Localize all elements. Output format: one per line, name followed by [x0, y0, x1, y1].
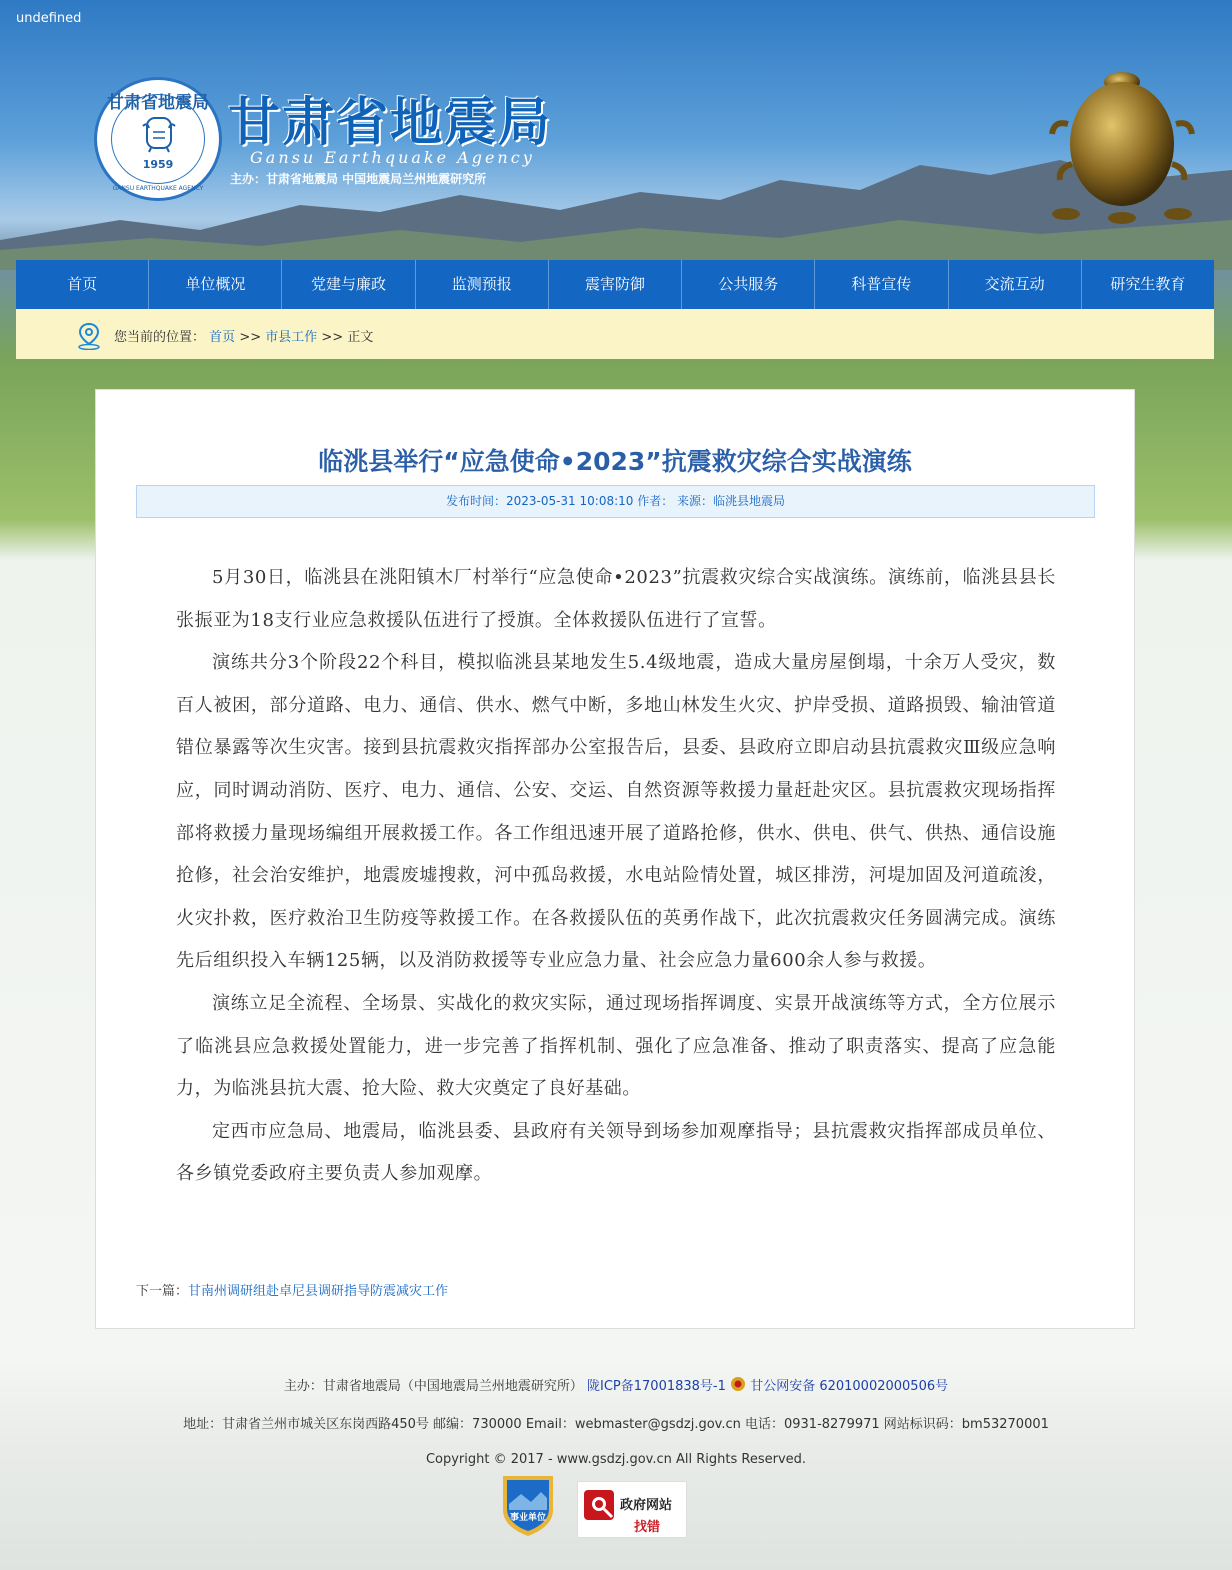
police-badge-icon — [730, 1376, 746, 1392]
breadcrumb — [114, 326, 373, 345]
logo-year: 1959 — [142, 158, 174, 171]
site-host-text: 主办：甘肃省地震局 中国地震局兰州地震研究所 — [230, 172, 487, 186]
magnifier-icon — [584, 1490, 618, 1530]
seismoscope-image — [1048, 64, 1196, 224]
gov-site-label: 政府网站 — [620, 1498, 673, 1513]
main-nav — [16, 260, 1214, 309]
nav-interaction[interactable]: 交流互动 — [949, 260, 1082, 309]
article-paragraph: 定西市应急局、地震局，临洮县委、县政府有关领导到场参加观摩指导；县抗震救灾指挥部成员单位、各乡镇党委政府主要负责人参加观摩。 — [176, 1120, 1056, 1185]
public-institution-label: 事业单位 — [509, 1513, 546, 1523]
nav-defense[interactable]: 震害防御 — [549, 260, 682, 309]
footer-icp-link[interactable]: 陇ICP备17001838号-1 — [587, 1379, 726, 1394]
seismograph-emblem-icon — [141, 114, 177, 154]
shield-badge-icon — [499, 1472, 557, 1538]
article-paragraph: 5月30日，临洮县在洮阳镇木厂村举行“应急使命•2023”抗震救灾综合实战演练。演练前，临洮县县长张振亚为18支行业应急救援队伍进行了授旗。全体救援队伍进行了宣誓。 — [176, 567, 1056, 631]
nav-graduate[interactable]: 研究生教育 — [1110, 275, 1186, 293]
breadcrumb-home-link[interactable]: 首页 — [209, 330, 236, 345]
article-panel — [95, 389, 1135, 1329]
breadcrumb-prefix: 您当前的位置： — [114, 330, 206, 345]
article-paragraph: 演练立足全流程、全场景、实战化的救灾实际，通过现场指挥调度、实景开战演练等方式，全方位展示了临洮县应急救援处置能力，进一步完善了指挥机制、强化了应急准备、推动了职责落实、提高了应急能力，为临洮县抗大震、抢大险、救大灾奠定了良好基础。 — [176, 992, 1056, 1100]
footer-copyright: Copyright © 2017 - www.gsdzj.gov.cn All Rights Reserved. — [425, 1452, 807, 1467]
footer-host: 主办：甘肃省地震局（中国地震局兰州地震研究所） — [283, 1379, 583, 1394]
logo-top-text: 甘肃省地震局 — [107, 93, 209, 113]
nav-about[interactable]: 单位概况 — [149, 260, 282, 309]
article-meta: 发布时间：2023-05-31 10:08:10 作者： 来源：临洮县地震局 — [136, 485, 1095, 518]
nav-party[interactable]: 党建与廉政 — [282, 260, 415, 309]
footer-police-link[interactable]: 甘公网安备 62010002000506号 — [750, 1379, 949, 1394]
next-article — [136, 1280, 448, 1299]
agency-logo[interactable] — [94, 77, 222, 201]
location-pin-icon — [76, 322, 102, 350]
nav-monitoring[interactable]: 监测预报 — [416, 260, 549, 309]
gov-site-error-label: 找错 — [634, 1520, 661, 1535]
site-title-english: Gansu Earthquake Agency — [250, 148, 535, 167]
next-article-link[interactable]: 甘南州调研组赴卓尼县调研指导防震减灾工作 — [188, 1284, 449, 1299]
site-title: 甘肃省地震局 — [228, 92, 553, 153]
breadcrumb-current: 正文 — [347, 330, 374, 345]
gov-site-error-report[interactable] — [577, 1481, 687, 1538]
breadcrumb-section-link[interactable]: 市县工作 — [265, 330, 318, 345]
breadcrumb-separator: >> — [321, 330, 344, 345]
article-body — [176, 557, 1056, 1196]
public-institution-badge[interactable] — [499, 1472, 557, 1538]
breadcrumb-separator: >> — [239, 330, 262, 345]
next-article-label: 下一篇： — [136, 1284, 189, 1299]
logo-bottom-text: GANSU EARTHQUAKE AGENCY — [112, 185, 204, 192]
article-title: 临洮县举行“应急使命•2023”抗震救灾综合实战演练 — [318, 447, 912, 476]
undefined-text: undefined — [16, 11, 82, 26]
footer-address: 地址：甘肃省兰州市城关区东岗西路450号 邮编：730000 Email：webmaster@gsdzj.gov.cn 电话：0931-8279971 网站标识码：bm53270001 — [183, 1417, 1049, 1432]
article-paragraph: 演练共分3个阶段22个科目，模拟临洮县某地发生5.4级地震，造成大量房屋倒塌，十余万人受灾，数百人被困，部分道路、电力、通信、供水、燃气中断，多地山林发生火灾、护岸受损、道路损毁、输油管道错位暴露等次生灾害。接到县抗震救灾指挥部办公室报告后，县委、县政府立即启动县抗震救灾Ⅲ级应急响应，同时调动消防、医疗、电力、通信、公安、交运、自然资源等救援力量赶赴灾区。县抗震救灾现场指挥部将救援力量现场编组开展救援工作。各工作组迅速开展了道路抢修，供水、供电、供气、供热、通信设施抢修，社会治安维护，地震废墟搜救，河中孤岛救援，水电站险情处置，城区排涝，河堤加固及河道疏浚，火灾扑救，医疗救治卫生防疫等救援工作。在各救援队伍的英勇作战下，此次抗震救灾任务圆满完成。演练先后组织投入车辆125辆，以及消防救援等专业应急力量、社会应急力量600余人参与救援。 — [176, 652, 1056, 972]
nav-science[interactable]: 科普宣传 — [815, 260, 948, 309]
footer-host-line — [0, 1375, 1232, 1394]
nav-home[interactable]: 首页 — [16, 260, 149, 309]
nav-public-service[interactable]: 公共服务 — [682, 260, 815, 309]
breadcrumb-bar — [16, 309, 1214, 359]
